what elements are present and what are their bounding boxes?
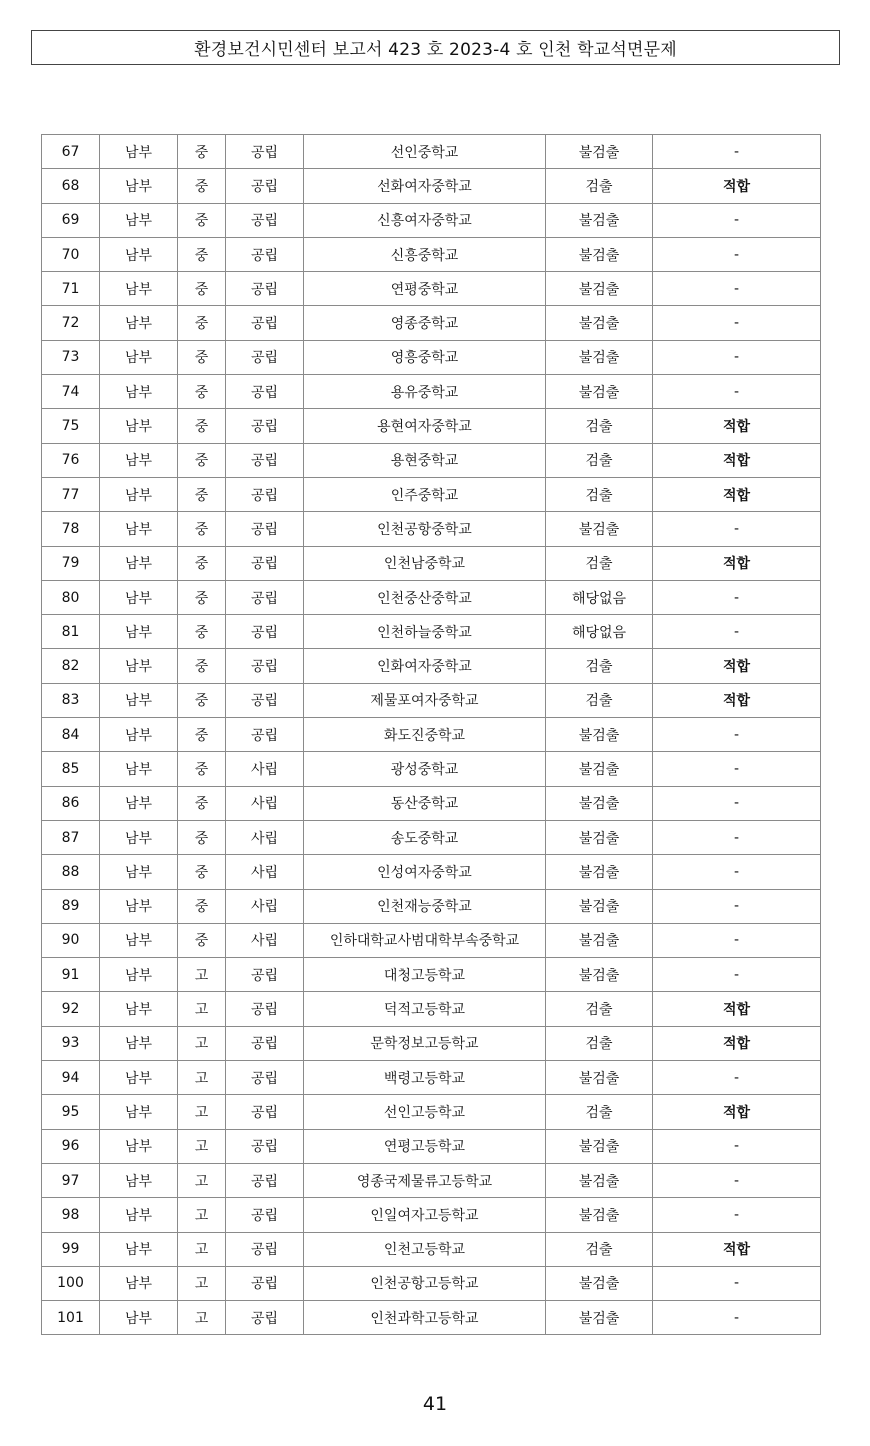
row-number-cell: 82	[42, 649, 100, 683]
table-row	[42, 1163, 821, 1197]
district-cell: 남부	[100, 546, 178, 580]
district-cell: 남부	[100, 649, 178, 683]
district-cell: 남부	[100, 1198, 178, 1232]
school-level-cell: 고	[178, 958, 226, 992]
management-status-cell: -	[653, 1198, 821, 1232]
table-row	[42, 512, 821, 546]
row-number-cell: 75	[42, 409, 100, 443]
row-number-cell: 97	[42, 1163, 100, 1197]
school-type-cell: 공립	[226, 1095, 304, 1129]
district-cell: 남부	[100, 1061, 178, 1095]
report-header	[31, 30, 840, 65]
row-number-cell: 93	[42, 1026, 100, 1060]
row-number-cell: 95	[42, 1095, 100, 1129]
school-type-cell: 공립	[226, 340, 304, 374]
school-name-cell: 선화여자중학교	[304, 169, 546, 203]
district-cell: 남부	[100, 1301, 178, 1335]
school-level-cell: 중	[178, 752, 226, 786]
school-name-cell: 대청고등학교	[304, 958, 546, 992]
school-name-cell: 화도진중학교	[304, 718, 546, 752]
school-level-cell: 중	[178, 683, 226, 717]
school-type-cell: 공립	[226, 169, 304, 203]
school-name-cell: 인천남중학교	[304, 546, 546, 580]
management-status-cell: -	[653, 1129, 821, 1163]
asbestos-detection-cell: 검출	[546, 546, 653, 580]
management-status-cell: -	[653, 135, 821, 169]
asbestos-detection-cell: 검출	[546, 992, 653, 1026]
management-status-cell: -	[653, 958, 821, 992]
school-name-cell: 인천고등학교	[304, 1232, 546, 1266]
school-name-cell: 동산중학교	[304, 786, 546, 820]
table-row	[42, 1061, 821, 1095]
row-number-cell: 94	[42, 1061, 100, 1095]
school-level-cell: 중	[178, 443, 226, 477]
school-level-cell: 중	[178, 203, 226, 237]
school-level-cell: 고	[178, 1266, 226, 1300]
school-name-cell: 용유중학교	[304, 375, 546, 409]
row-number-cell: 99	[42, 1232, 100, 1266]
row-number-cell: 80	[42, 580, 100, 614]
school-level-cell: 고	[178, 992, 226, 1026]
school-type-cell: 공립	[226, 546, 304, 580]
school-level-cell: 중	[178, 272, 226, 306]
school-type-cell: 공립	[226, 718, 304, 752]
school-type-cell: 공립	[226, 1163, 304, 1197]
district-cell: 남부	[100, 580, 178, 614]
row-number-cell: 78	[42, 512, 100, 546]
asbestos-detection-cell: 해당없음	[546, 615, 653, 649]
school-name-cell: 인천공항고등학교	[304, 1266, 546, 1300]
district-cell: 남부	[100, 1095, 178, 1129]
asbestos-detection-cell: 불검출	[546, 272, 653, 306]
district-cell: 남부	[100, 375, 178, 409]
asbestos-detection-cell: 불검출	[546, 958, 653, 992]
management-status-cell: 적합	[653, 477, 821, 511]
row-number-cell: 83	[42, 683, 100, 717]
asbestos-detection-cell: 불검출	[546, 923, 653, 957]
table-row	[42, 889, 821, 923]
school-level-cell: 중	[178, 615, 226, 649]
asbestos-detection-cell: 불검출	[546, 1061, 653, 1095]
row-number-cell: 74	[42, 375, 100, 409]
row-number-cell: 91	[42, 958, 100, 992]
asbestos-detection-cell: 검출	[546, 1095, 653, 1129]
district-cell: 남부	[100, 169, 178, 203]
district-cell: 남부	[100, 615, 178, 649]
school-type-cell: 사립	[226, 820, 304, 854]
district-cell: 남부	[100, 752, 178, 786]
district-cell: 남부	[100, 340, 178, 374]
table-row	[42, 1198, 821, 1232]
school-type-cell: 공립	[226, 1026, 304, 1060]
table-row	[42, 752, 821, 786]
school-type-cell: 공립	[226, 1232, 304, 1266]
row-number-cell: 77	[42, 477, 100, 511]
table-row	[42, 786, 821, 820]
school-name-cell: 인화여자중학교	[304, 649, 546, 683]
school-type-cell: 공립	[226, 272, 304, 306]
school-level-cell: 중	[178, 718, 226, 752]
district-cell: 남부	[100, 1163, 178, 1197]
asbestos-detection-cell: 불검출	[546, 752, 653, 786]
school-type-cell: 공립	[226, 1266, 304, 1300]
page-number: 41	[422, 1393, 448, 1415]
district-cell: 남부	[100, 855, 178, 889]
school-level-cell: 고	[178, 1095, 226, 1129]
district-cell: 남부	[100, 512, 178, 546]
school-type-cell: 공립	[226, 649, 304, 683]
school-type-cell: 사립	[226, 855, 304, 889]
school-level-cell: 중	[178, 409, 226, 443]
table-row	[42, 237, 821, 271]
management-status-cell: 적합	[653, 1232, 821, 1266]
school-name-cell: 영종중학교	[304, 306, 546, 340]
table-row	[42, 306, 821, 340]
row-number-cell: 69	[42, 203, 100, 237]
management-status-cell: -	[653, 786, 821, 820]
row-number-cell: 71	[42, 272, 100, 306]
asbestos-detection-cell: 검출	[546, 409, 653, 443]
management-status-cell: -	[653, 855, 821, 889]
management-status-cell: -	[653, 375, 821, 409]
school-type-cell: 공립	[226, 615, 304, 649]
management-status-cell: -	[653, 923, 821, 957]
management-status-cell: 적합	[653, 443, 821, 477]
school-name-cell: 용현중학교	[304, 443, 546, 477]
district-cell: 남부	[100, 786, 178, 820]
table-row	[42, 992, 821, 1026]
table-row	[42, 615, 821, 649]
management-status-cell: 적합	[653, 992, 821, 1026]
management-status-cell: -	[653, 203, 821, 237]
asbestos-detection-cell: 검출	[546, 443, 653, 477]
asbestos-detection-cell: 불검출	[546, 135, 653, 169]
district-cell: 남부	[100, 820, 178, 854]
row-number-cell: 96	[42, 1129, 100, 1163]
school-level-cell: 고	[178, 1061, 226, 1095]
district-cell: 남부	[100, 992, 178, 1026]
asbestos-detection-cell: 불검출	[546, 1129, 653, 1163]
school-name-cell: 영흥중학교	[304, 340, 546, 374]
asbestos-detection-cell: 불검출	[546, 340, 653, 374]
school-level-cell: 중	[178, 477, 226, 511]
management-status-cell: -	[653, 1266, 821, 1300]
school-type-cell: 공립	[226, 683, 304, 717]
school-level-cell: 중	[178, 546, 226, 580]
table-row	[42, 649, 821, 683]
management-status-cell: -	[653, 820, 821, 854]
row-number-cell: 87	[42, 820, 100, 854]
management-status-cell: -	[653, 615, 821, 649]
school-level-cell: 중	[178, 237, 226, 271]
school-name-cell: 백령고등학교	[304, 1061, 546, 1095]
asbestos-detection-cell: 불검출	[546, 889, 653, 923]
asbestos-detection-cell: 불검출	[546, 512, 653, 546]
school-type-cell: 공립	[226, 1198, 304, 1232]
school-level-cell: 중	[178, 855, 226, 889]
school-name-cell: 인천중산중학교	[304, 580, 546, 614]
school-level-cell: 고	[178, 1129, 226, 1163]
row-number-cell: 70	[42, 237, 100, 271]
management-status-cell: -	[653, 512, 821, 546]
school-name-cell: 덕적고등학교	[304, 992, 546, 1026]
asbestos-detection-cell: 검출	[546, 649, 653, 683]
school-type-cell: 공립	[226, 512, 304, 546]
management-status-cell: -	[653, 1061, 821, 1095]
school-level-cell: 고	[178, 1163, 226, 1197]
asbestos-detection-cell: 해당없음	[546, 580, 653, 614]
district-cell: 남부	[100, 203, 178, 237]
district-cell: 남부	[100, 135, 178, 169]
management-status-cell: -	[653, 272, 821, 306]
row-number-cell: 84	[42, 718, 100, 752]
table-row	[42, 1301, 821, 1335]
management-status-cell: 적합	[653, 169, 821, 203]
school-type-cell: 공립	[226, 409, 304, 443]
row-number-cell: 81	[42, 615, 100, 649]
table-row	[42, 718, 821, 752]
school-type-cell: 공립	[226, 992, 304, 1026]
school-name-cell: 연평중학교	[304, 272, 546, 306]
district-cell: 남부	[100, 889, 178, 923]
asbestos-detection-cell: 검출	[546, 169, 653, 203]
row-number-cell: 68	[42, 169, 100, 203]
school-level-cell: 중	[178, 135, 226, 169]
management-status-cell: -	[653, 1301, 821, 1335]
school-name-cell: 송도중학교	[304, 820, 546, 854]
management-status-cell: -	[653, 752, 821, 786]
row-number-cell: 100	[42, 1266, 100, 1300]
table-row	[42, 1095, 821, 1129]
asbestos-detection-cell: 불검출	[546, 786, 653, 820]
school-type-cell: 공립	[226, 135, 304, 169]
asbestos-detection-cell: 불검출	[546, 718, 653, 752]
school-level-cell: 고	[178, 1232, 226, 1266]
table-row	[42, 958, 821, 992]
school-level-cell: 중	[178, 923, 226, 957]
school-level-cell: 중	[178, 169, 226, 203]
school-type-cell: 공립	[226, 1301, 304, 1335]
asbestos-detection-cell: 불검출	[546, 855, 653, 889]
row-number-cell: 101	[42, 1301, 100, 1335]
school-asbestos-table	[41, 134, 821, 1335]
school-name-cell: 연평고등학교	[304, 1129, 546, 1163]
asbestos-detection-cell: 불검출	[546, 820, 653, 854]
school-name-cell: 신흥중학교	[304, 237, 546, 271]
table-row	[42, 135, 821, 169]
management-status-cell: -	[653, 306, 821, 340]
school-name-cell: 용현여자중학교	[304, 409, 546, 443]
school-name-cell: 인천재능중학교	[304, 889, 546, 923]
row-number-cell: 98	[42, 1198, 100, 1232]
district-cell: 남부	[100, 237, 178, 271]
school-name-cell: 인천공항중학교	[304, 512, 546, 546]
table-row	[42, 1266, 821, 1300]
management-status-cell: -	[653, 580, 821, 614]
table-body	[42, 135, 821, 1335]
asbestos-detection-cell: 검출	[546, 1026, 653, 1060]
school-level-cell: 중	[178, 786, 226, 820]
district-cell: 남부	[100, 477, 178, 511]
district-cell: 남부	[100, 683, 178, 717]
asbestos-detection-cell: 검출	[546, 477, 653, 511]
row-number-cell: 72	[42, 306, 100, 340]
management-status-cell: 적합	[653, 409, 821, 443]
table-row	[42, 580, 821, 614]
management-status-cell: -	[653, 340, 821, 374]
asbestos-detection-cell: 불검출	[546, 203, 653, 237]
table-row	[42, 820, 821, 854]
table-row	[42, 855, 821, 889]
table-row	[42, 272, 821, 306]
table-row	[42, 169, 821, 203]
row-number-cell: 79	[42, 546, 100, 580]
school-name-cell: 인일여자고등학교	[304, 1198, 546, 1232]
row-number-cell: 89	[42, 889, 100, 923]
table-row	[42, 409, 821, 443]
asbestos-detection-cell: 불검출	[546, 1163, 653, 1197]
school-type-cell: 사립	[226, 752, 304, 786]
school-level-cell: 고	[178, 1198, 226, 1232]
table-row	[42, 477, 821, 511]
school-level-cell: 고	[178, 1301, 226, 1335]
school-type-cell: 공립	[226, 958, 304, 992]
asbestos-detection-cell: 불검출	[546, 1198, 653, 1232]
management-status-cell: 적합	[653, 546, 821, 580]
school-name-cell: 광성중학교	[304, 752, 546, 786]
school-level-cell: 중	[178, 889, 226, 923]
row-number-cell: 86	[42, 786, 100, 820]
school-type-cell: 공립	[226, 237, 304, 271]
row-number-cell: 85	[42, 752, 100, 786]
row-number-cell: 67	[42, 135, 100, 169]
management-status-cell: 적합	[653, 683, 821, 717]
table-row	[42, 1129, 821, 1163]
district-cell: 남부	[100, 1232, 178, 1266]
table-row	[42, 203, 821, 237]
school-level-cell: 고	[178, 1026, 226, 1060]
district-cell: 남부	[100, 272, 178, 306]
table-row	[42, 443, 821, 477]
school-name-cell: 문학정보고등학교	[304, 1026, 546, 1060]
row-number-cell: 92	[42, 992, 100, 1026]
asbestos-detection-cell: 불검출	[546, 375, 653, 409]
row-number-cell: 73	[42, 340, 100, 374]
school-level-cell: 중	[178, 580, 226, 614]
school-name-cell: 신흥여자중학교	[304, 203, 546, 237]
school-level-cell: 중	[178, 820, 226, 854]
school-name-cell: 영종국제물류고등학교	[304, 1163, 546, 1197]
row-number-cell: 76	[42, 443, 100, 477]
asbestos-detection-cell: 검출	[546, 1232, 653, 1266]
district-cell: 남부	[100, 1026, 178, 1060]
table-row	[42, 375, 821, 409]
asbestos-detection-cell: 검출	[546, 683, 653, 717]
school-level-cell: 중	[178, 512, 226, 546]
school-type-cell: 공립	[226, 1061, 304, 1095]
school-name-cell: 제물포여자중학교	[304, 683, 546, 717]
school-level-cell: 중	[178, 340, 226, 374]
school-name-cell: 인하대학교사범대학부속중학교	[304, 923, 546, 957]
school-name-cell: 인성여자중학교	[304, 855, 546, 889]
table-row	[42, 1232, 821, 1266]
district-cell: 남부	[100, 1266, 178, 1300]
district-cell: 남부	[100, 409, 178, 443]
school-level-cell: 중	[178, 649, 226, 683]
table-row	[42, 546, 821, 580]
school-type-cell: 사립	[226, 786, 304, 820]
school-type-cell: 공립	[226, 1129, 304, 1163]
school-type-cell: 사립	[226, 923, 304, 957]
school-name-cell: 인천과학고등학교	[304, 1301, 546, 1335]
report-title: 환경보건시민센터 보고서 423 호 2023-4 호 인천 학교석면문제	[194, 40, 677, 60]
row-number-cell: 88	[42, 855, 100, 889]
school-type-cell: 공립	[226, 203, 304, 237]
asbestos-detection-cell: 불검출	[546, 1301, 653, 1335]
school-type-cell: 사립	[226, 889, 304, 923]
asbestos-detection-cell: 불검출	[546, 306, 653, 340]
school-level-cell: 중	[178, 306, 226, 340]
table-row	[42, 1026, 821, 1060]
school-level-cell: 중	[178, 375, 226, 409]
school-name-cell: 선인중학교	[304, 135, 546, 169]
school-type-cell: 공립	[226, 306, 304, 340]
management-status-cell: 적합	[653, 1095, 821, 1129]
row-number-cell: 90	[42, 923, 100, 957]
district-cell: 남부	[100, 306, 178, 340]
district-cell: 남부	[100, 718, 178, 752]
school-type-cell: 공립	[226, 443, 304, 477]
school-type-cell: 공립	[226, 477, 304, 511]
management-status-cell: 적합	[653, 1026, 821, 1060]
district-cell: 남부	[100, 1129, 178, 1163]
management-status-cell: -	[653, 889, 821, 923]
asbestos-detection-cell: 불검출	[546, 1266, 653, 1300]
management-status-cell: 적합	[653, 649, 821, 683]
school-name-cell: 선인고등학교	[304, 1095, 546, 1129]
asbestos-detection-cell: 불검출	[546, 237, 653, 271]
management-status-cell: -	[653, 237, 821, 271]
district-cell: 남부	[100, 958, 178, 992]
school-type-cell: 공립	[226, 580, 304, 614]
school-name-cell: 인천하늘중학교	[304, 615, 546, 649]
management-status-cell: -	[653, 1163, 821, 1197]
school-name-cell: 인주중학교	[304, 477, 546, 511]
table-row	[42, 923, 821, 957]
management-status-cell: -	[653, 718, 821, 752]
table-row	[42, 340, 821, 374]
district-cell: 남부	[100, 923, 178, 957]
school-type-cell: 공립	[226, 375, 304, 409]
table-row	[42, 683, 821, 717]
district-cell: 남부	[100, 443, 178, 477]
